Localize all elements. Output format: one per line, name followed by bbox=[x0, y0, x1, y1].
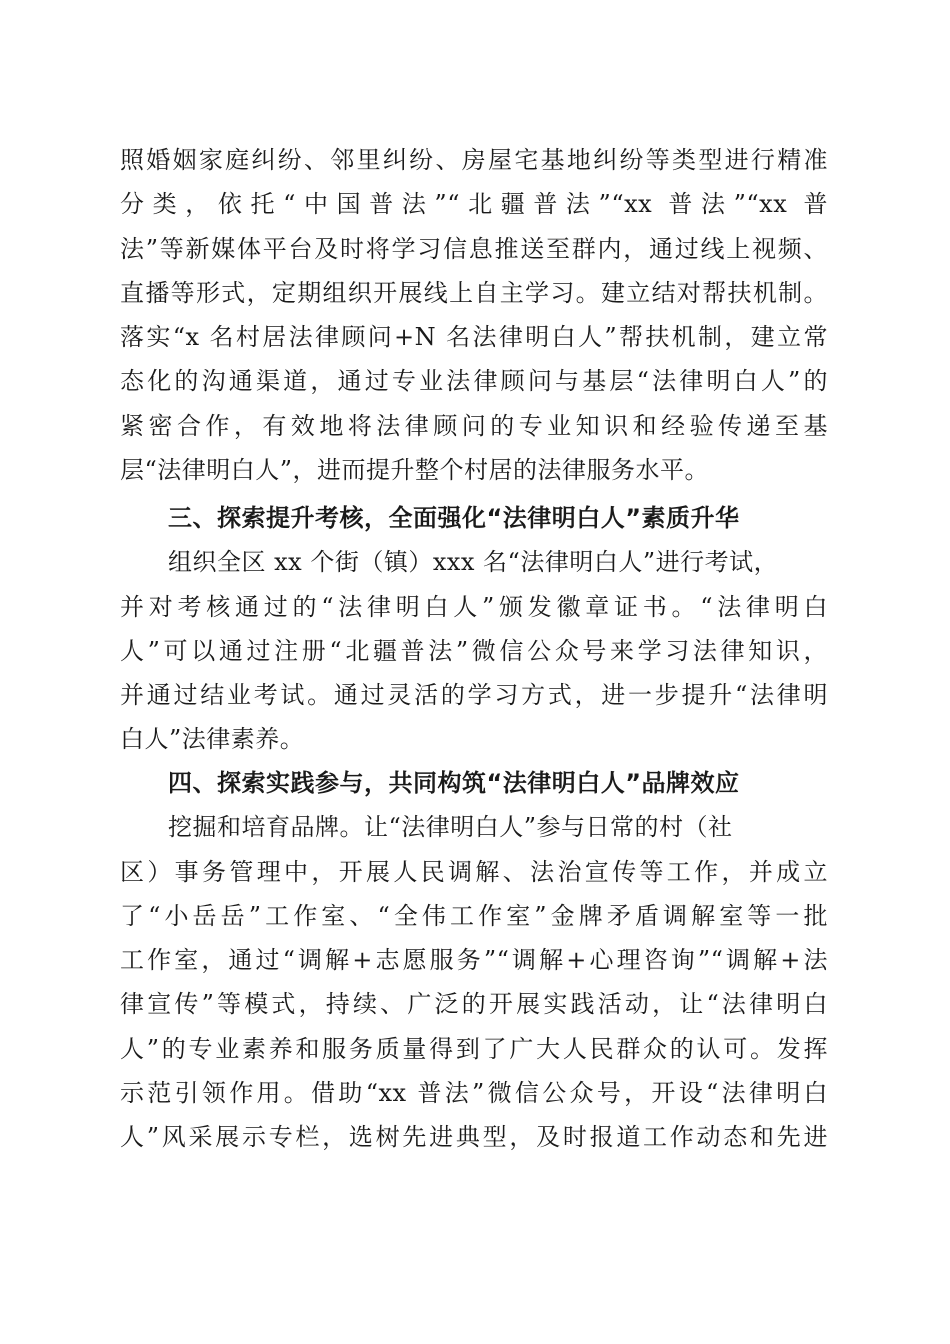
text-line: 层“法律明白人”，进而提升整个村居的法律服务水平。 bbox=[120, 456, 710, 485]
text-line: 组织全区 xx 个街（镇）xxx 名“法律明白人”进行考试， bbox=[168, 548, 779, 577]
text-line: 态化的沟通渠道，通过专业法律顾问与基层“法律明白人”的 bbox=[120, 367, 828, 396]
text-line: 落实“x 名村居法律顾问+N 名法律明白人”帮扶机制，建立常 bbox=[120, 323, 828, 352]
text-line: 白人”法律素养。 bbox=[120, 725, 305, 754]
text-line: 律宣传”等模式，持续、广泛的开展实践活动，让“法律明白 bbox=[120, 990, 828, 1019]
section-4 bbox=[120, 761, 828, 1160]
text-line: 分类，依托“中国普法”“北疆普法”“xx 普法”“xx 普 bbox=[120, 190, 828, 219]
text-line: 了“小岳岳”工作室、“全伟工作室”金牌矛盾调解室等一批 bbox=[120, 901, 828, 930]
section-heading: 三、探索提升考核，全面强化“法律明白人”素质升华 bbox=[168, 504, 740, 532]
text-line: 并对考核通过的“法律明白人”颁发徽章证书。“法律明白 bbox=[120, 592, 828, 621]
text-line: 区）事务管理中，开展人民调解、法治宣传等工作，并成立 bbox=[120, 857, 828, 886]
text-line: 工作室，通过“调解+志愿服务”“调解+心理咨询”“调解+法 bbox=[120, 946, 828, 975]
text-line: 人”风采展示专栏，选树先进典型，及时报道工作动态和先进 bbox=[120, 1123, 828, 1152]
section-3 bbox=[120, 496, 828, 762]
text-line: 人”可以通过注册“北疆普法”微信公众号来学习法律知识， bbox=[120, 636, 828, 665]
text-line: 并通过结业考试。通过灵活的学习方式，进一步提升“法律明 bbox=[120, 681, 828, 710]
text-line: 直播等形式，定期组织开展线上自主学习。建立结对帮扶机制。 bbox=[120, 278, 828, 307]
text-line: 照婚姻家庭纠纷、邻里纠纷、房屋宅基地纠纷等类型进行精准 bbox=[120, 146, 828, 174]
text-line: 挖掘和培育品牌。让“法律明白人”参与日常的村（社 bbox=[168, 813, 733, 842]
text-line: 示范引领作用。借助“xx 普法”微信公众号，开设“法律明白 bbox=[120, 1079, 828, 1108]
section-heading: 四、探索实践参与，共同构筑“法律明白人”品牌效应 bbox=[168, 769, 740, 797]
text-line: 法”等新媒体平台及时将学习信息推送至群内，通过线上视频、 bbox=[120, 234, 828, 263]
text-line: 人”的专业素养和服务质量得到了广大人民群众的认可。发挥 bbox=[120, 1034, 828, 1063]
text-line: 紧密合作，有效地将法律顾问的专业知识和经验传递至基 bbox=[120, 411, 828, 440]
paragraph-continuation bbox=[120, 138, 828, 492]
